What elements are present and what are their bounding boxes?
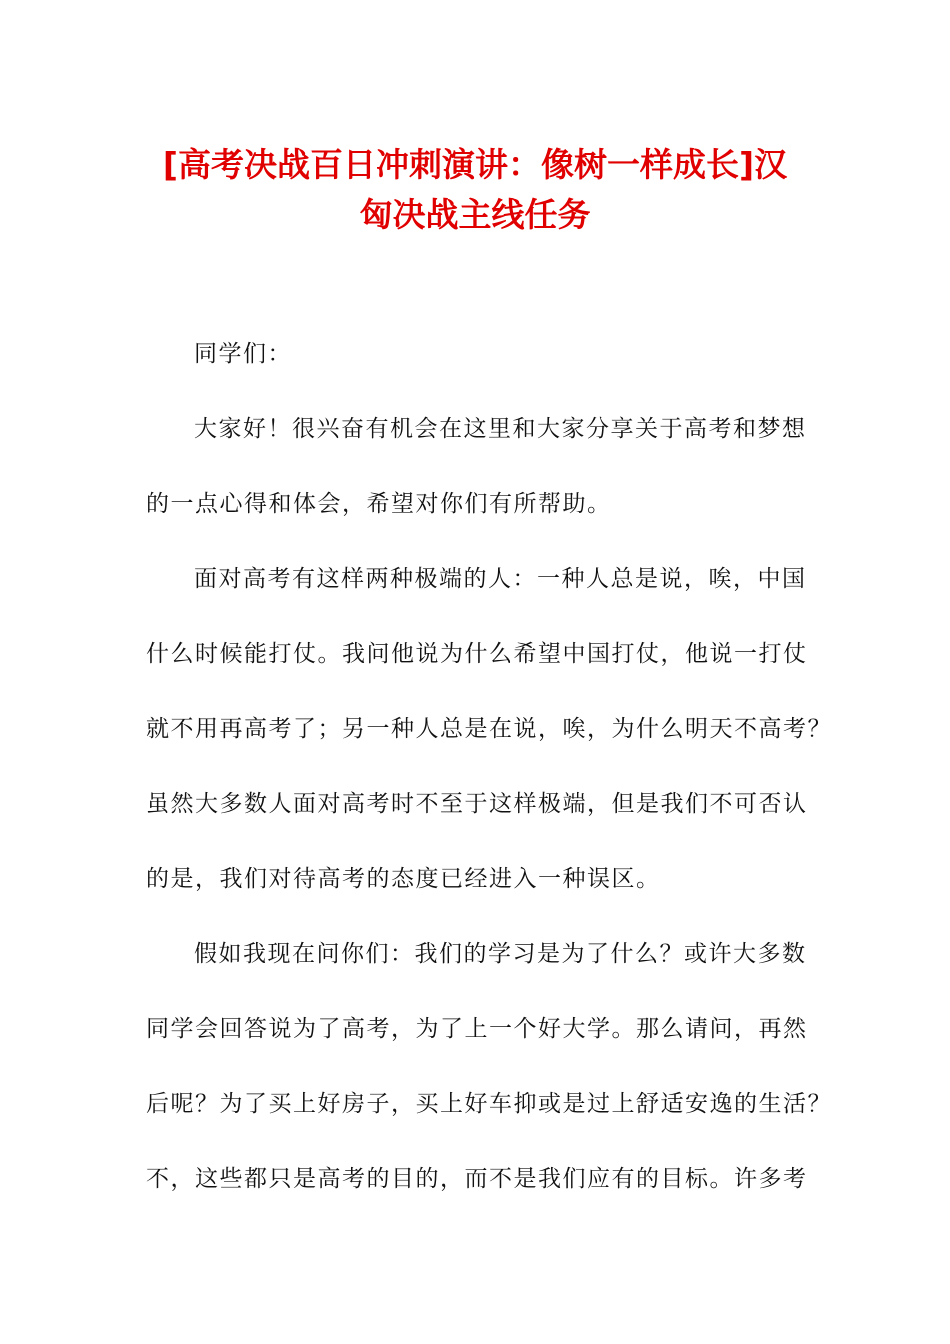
paragraph-line: 的是，我们对待高考的态度已经进入一种误区。 xyxy=(146,866,661,892)
salutation-line: 同学们： xyxy=(194,341,292,367)
paragraph-line: 不，这些都只是高考的目的，而不是我们应有的目标。许多考 xyxy=(146,1166,808,1192)
paragraph-line: 同学会回答说为了高考，为了上一个好大学。那么请问，再然 xyxy=(146,1016,808,1042)
paragraph-line: 假如我现在问你们：我们的学习是为了什么？或许大多数 xyxy=(194,941,807,967)
document-body xyxy=(146,325,832,1225)
paragraph-line: 虽然大多数人面对高考时不至于这样极端，但是我们不可否认 xyxy=(146,791,808,817)
document-title xyxy=(120,140,830,240)
paragraph-line: 的一点心得和体会，希望对你们有所帮助。 xyxy=(146,491,612,517)
paragraph-line: 大家好！很兴奋有机会在这里和大家分享关于高考和梦想 xyxy=(194,416,807,442)
title-line-2: 匈决战主线任务 xyxy=(359,195,591,234)
paragraph-line: 什么时候能打仗。我问他说为什么希望中国打仗，他说一打仗 xyxy=(146,641,808,667)
paragraph-line: 后呢？为了买上好房子，买上好车抑或是过上舒适安逸的生活？ xyxy=(146,1091,832,1117)
paragraph-line: 就不用再高考了；另一种人总是在说，唉，为什么明天不高考？ xyxy=(146,716,832,742)
paragraph-line: 面对高考有这样两种极端的人：一种人总是说，唉，中国 xyxy=(194,566,807,592)
title-line-1: [高考决战百日冲刺演讲：像树一样成长]汉 xyxy=(162,145,788,184)
